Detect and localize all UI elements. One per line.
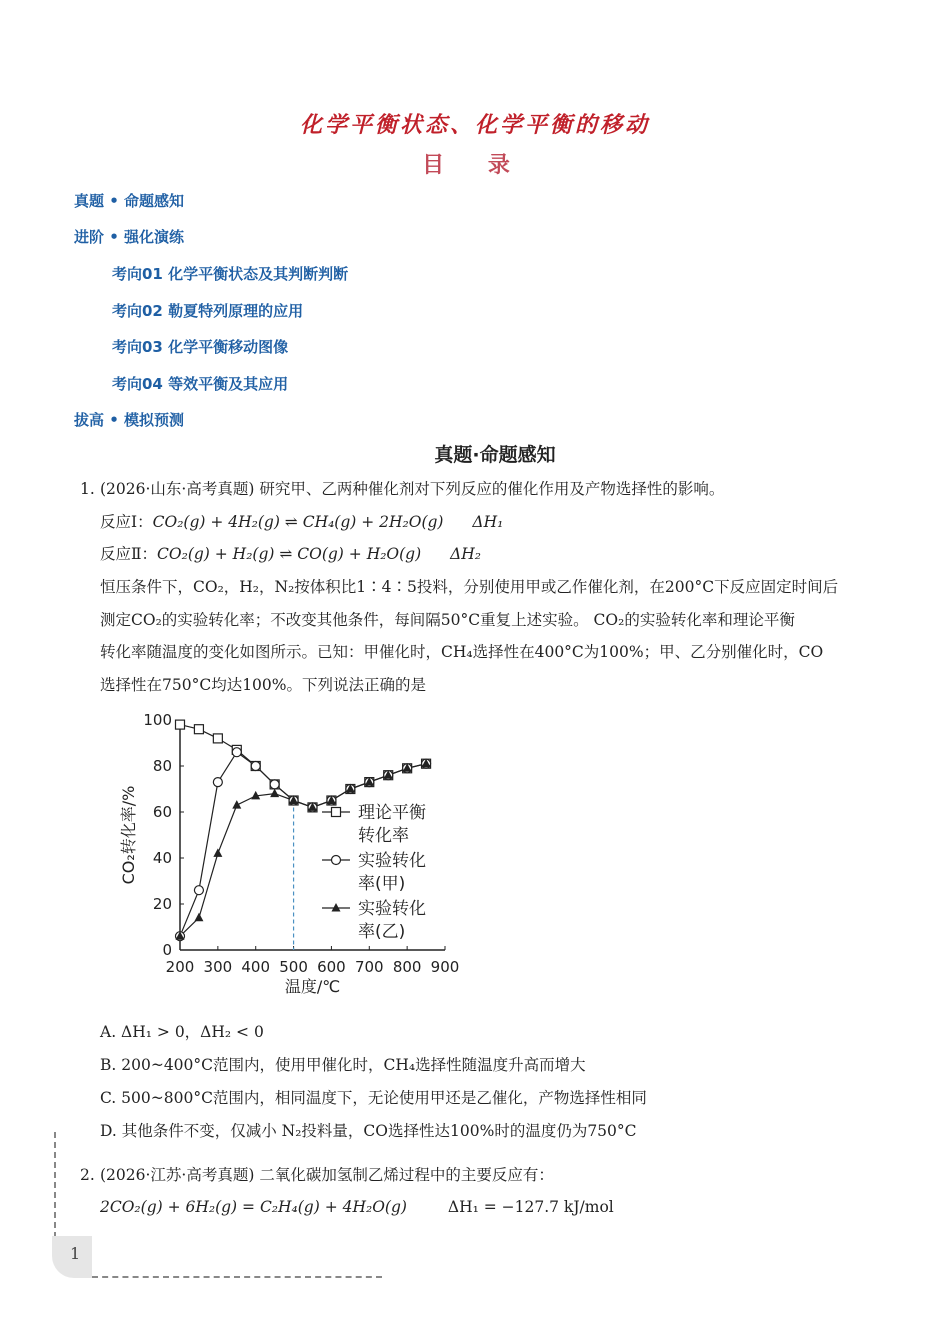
q1-number: 1. xyxy=(80,480,95,498)
legend-marker-triangle xyxy=(332,903,341,912)
toc-item-mock[interactable]: 拔高 • 模拟预测 xyxy=(74,411,185,429)
x-tick-label: 200 xyxy=(165,958,195,976)
y-tick-label: 60 xyxy=(152,803,172,821)
data-point-square xyxy=(213,734,222,743)
q1-paragraph-line-1: 恒压条件下，CO₂，H₂，N₂按体积比1∶4∶5投料，分别使用甲或乙作催化剂，在200°C下反应固定时间后 xyxy=(100,578,839,596)
legend-label: 转化率 xyxy=(358,826,409,846)
data-point-circle xyxy=(251,762,260,771)
data-point-circle xyxy=(270,780,279,789)
y-tick-label: 0 xyxy=(162,941,172,959)
data-point-triangle xyxy=(232,800,241,809)
page-border-vertical xyxy=(54,1132,56,1238)
toc-title: 目 录 xyxy=(422,153,528,178)
x-tick-label: 700 xyxy=(354,958,384,976)
conversion-chart xyxy=(110,708,480,1008)
q2-equation: 2CO₂(g) + 6H₂(g) = C₂H₄(g) + 4H₂O(g) xyxy=(100,1198,407,1216)
option-c[interactable]: C. 500~800°C范围内，相同温度下，无论使用甲还是乙催化，产物选择性相同 xyxy=(100,1089,647,1107)
q1-intro: (2026·山东·高考真题) 研究甲、乙两种催化剂对下列反应的催化作用及产物选择性的影响。 xyxy=(100,480,725,498)
q1-reaction-1 xyxy=(100,512,503,532)
q2-equation-line xyxy=(100,1197,614,1217)
data-point-circle xyxy=(232,748,241,757)
q2-number: 2. xyxy=(80,1166,95,1184)
section-heading: 真题·命题感知 xyxy=(434,444,556,466)
x-tick-label: 300 xyxy=(203,958,233,976)
reaction-2-enthalpy: ΔH₂ xyxy=(450,545,482,563)
page-border-horizontal xyxy=(92,1276,382,1278)
q1-paragraph-line-4: 选择性在750°C均达100%。下列说法正确的是 xyxy=(100,676,427,694)
data-point-square xyxy=(176,720,185,729)
chart-svg xyxy=(110,708,480,1008)
toc-item-real-exam[interactable]: 真题 • 命题感知 xyxy=(74,192,185,210)
legend-label: 理论平衡 xyxy=(358,803,426,823)
reaction-2-label: 反应Ⅱ： xyxy=(100,545,158,563)
page-number: 1 xyxy=(52,1236,92,1278)
data-point-triangle xyxy=(194,913,203,922)
data-point-circle xyxy=(213,778,222,787)
data-point-triangle xyxy=(270,789,279,798)
toc-item-topic-04[interactable]: 考向04 等效平衡及其应用 xyxy=(112,375,289,393)
q1-paragraph-line-3: 转化率随温度的变化如图所示。已知：甲催化时，CH₄选择性在400°C为100%；甲、乙分别催化时，CO xyxy=(100,643,824,661)
x-tick-label: 400 xyxy=(241,958,271,976)
reaction-2-equation: CO₂(g) + H₂(g) ⇌ CO(g) + H₂O(g) xyxy=(157,545,422,563)
y-axis-label: CO₂转化率/% xyxy=(119,785,138,885)
q2-intro: (2026·江苏·高考真题) 二氧化碳加氢制乙烯过程中的主要反应有： xyxy=(100,1166,554,1184)
data-point-square xyxy=(194,725,203,734)
legend-marker-circle xyxy=(332,856,341,865)
document-title: 化学平衡状态、化学平衡的移动 xyxy=(299,113,650,138)
toc-item-topic-02[interactable]: 考向02 勒夏特列原理的应用 xyxy=(112,302,304,320)
x-tick-label: 800 xyxy=(392,958,422,976)
legend-label: 率(甲) xyxy=(358,874,406,894)
x-axis-label: 温度/℃ xyxy=(284,977,341,996)
option-b[interactable]: B. 200~400°C范围内，使用甲催化时，CH₄选择性随温度升高而增大 xyxy=(100,1056,586,1074)
option-a[interactable]: A. ΔH₁ > 0，ΔH₂ < 0 xyxy=(100,1023,264,1041)
x-tick-label: 500 xyxy=(279,958,308,976)
reaction-1-label: 反应Ⅰ： xyxy=(100,513,153,531)
x-tick-label: 600 xyxy=(317,958,346,976)
reaction-1-enthalpy: ΔH₁ xyxy=(472,513,504,531)
reaction-1-equation: CO₂(g) + 4H₂(g) ⇌ CH₄(g) + 2H₂O(g) xyxy=(152,513,444,531)
q1-reaction-2 xyxy=(100,544,481,564)
option-d[interactable]: D. 其他条件不变，仅减小 N₂投料量，CO选择性达100%时的温度仍为750°C xyxy=(100,1122,637,1140)
legend-marker-square xyxy=(332,808,341,817)
y-tick-label: 80 xyxy=(152,757,172,775)
legend-label: 实验转化 xyxy=(358,899,426,919)
data-point-circle xyxy=(194,886,203,895)
toc-item-topic-01[interactable]: 考向01 化学平衡状态及其判断判断 xyxy=(112,265,349,283)
legend-label: 率(乙) xyxy=(358,922,406,942)
q1-paragraph-line-2: 测定CO₂的实验转化率；不改变其他条件，每间隔50°C重复上述实验。 CO₂的实验转化率和理论平衡 xyxy=(100,611,795,629)
toc-item-advanced[interactable]: 进阶 • 强化演练 xyxy=(74,228,185,246)
y-tick-label: 100 xyxy=(143,711,172,729)
toc-item-topic-03[interactable]: 考向03 化学平衡移动图像 xyxy=(112,338,289,356)
data-point-triangle xyxy=(213,848,222,857)
y-tick-label: 20 xyxy=(152,895,172,913)
x-tick-label: 900 xyxy=(430,958,460,976)
q2-enthalpy: ΔH₁ = −127.7 kJ/mol xyxy=(447,1198,614,1216)
y-tick-label: 40 xyxy=(152,849,172,867)
legend-label: 实验转化 xyxy=(358,851,426,871)
